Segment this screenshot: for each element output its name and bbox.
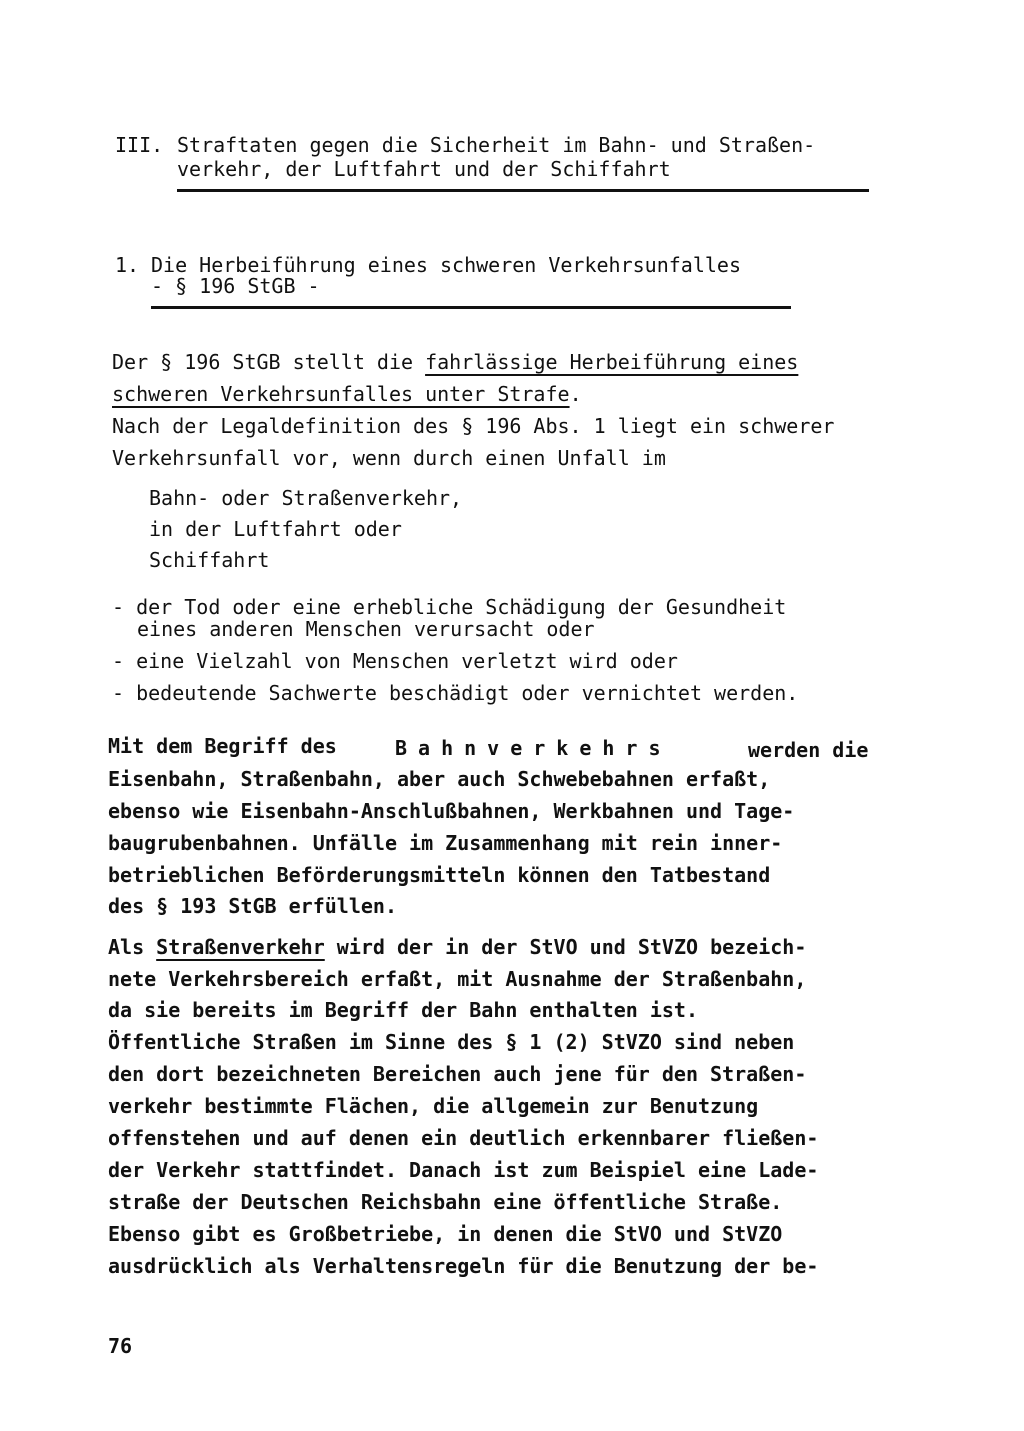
p2-line-5: betrieblichen Beförderungsmitteln können den Tatbestand — [108, 863, 771, 887]
p3-line-11: ausdrücklich als Verhaltensregeln für die Benutzung der be- — [108, 1254, 819, 1278]
p1-text: Der § 196 StGB stellt die — [112, 350, 426, 374]
p3-line-2: nete Verkehrsbereich erfaßt, mit Ausnahme der Straßenbahn, — [108, 967, 807, 991]
bullet-item-3: - bedeutende Sachwerte beschädigt oder vernichtet werden. — [112, 681, 799, 705]
p1-line-1 — [112, 349, 798, 375]
domain-item: Bahn- oder Straßenverkehr, — [149, 486, 463, 510]
p3-text: Als — [108, 935, 157, 959]
p1-text: . — [569, 382, 582, 406]
p1-underlined-text: schweren Verkehrsunfalles unter Strafe — [112, 382, 570, 406]
subsection-number: 1. — [115, 253, 140, 277]
p2-line-6: des § 193 StGB erfüllen. — [108, 894, 397, 918]
p2-line-2: Eisenbahn, Straßenbahn, aber auch Schwebebahnen erfaßt, — [108, 767, 771, 791]
p2-spaced-term: Bahnverkehrs — [395, 736, 672, 760]
p2-line-3: ebenso wie Eisenbahn-Anschlußbahnen, Werkbahnen und Tage- — [108, 799, 795, 823]
p2-line-1-start: Mit dem Begriff des — [108, 734, 337, 758]
p1-line-3: Nach der Legaldefinition des § 196 Abs. 1 liegt ein schwerer — [112, 414, 835, 438]
bullet-item-1-continuation: eines anderen Menschen verursacht oder — [137, 617, 595, 641]
bullet-item-2: - eine Vielzahl von Menschen verletzt wird oder — [112, 649, 678, 673]
p3-line-9: straße der Deutschen Reichsbahn eine öffentliche Straße. — [108, 1190, 783, 1214]
p1-underlined-text: fahrlässige Herbeiführung eines — [425, 350, 799, 374]
subsection-title-line-2: - § 196 StGB - — [151, 274, 320, 298]
page-number: 76 — [108, 1334, 133, 1358]
p2-line-4: baugrubenbahnen. Unfälle im Zusammenhang mit rein inner- — [108, 831, 783, 855]
p3-underlined-text: Straßenverkehr — [156, 935, 325, 959]
p3-line-7: offenstehen und auf denen ein deutlich erkennbarer fließen- — [108, 1126, 819, 1150]
p3-line-10: Ebenso gibt es Großbetriebe, in denen die StVO und StVZO — [108, 1222, 783, 1246]
section-title-line-1: Straftaten gegen die Sicherheit im Bahn- und Straßen- — [177, 133, 816, 157]
section-number: III. — [115, 133, 164, 157]
domain-item: Schiffahrt — [149, 548, 270, 572]
p3-line-6: verkehr bestimmte Flächen, die allgemein zur Benutzung — [108, 1094, 759, 1118]
subsection-title-line-1: Die Herbeiführung eines schweren Verkehrsunfalles — [151, 253, 742, 277]
p3-line-4: Öffentliche Straßen im Sinne des § 1 (2) StVZO sind neben — [108, 1030, 795, 1054]
p3-line-8: der Verkehr stattfindet. Danach ist zum Beispiel eine Lade- — [108, 1158, 819, 1182]
section-title-line-2: verkehr, der Luftfahrt und der Schiffahrt — [177, 157, 671, 181]
p1-line-2 — [112, 381, 582, 407]
p1-line-4: Verkehrsunfall vor, wenn durch einen Unfall im — [112, 446, 666, 470]
p3-line-3: da sie bereits im Begriff der Bahn enthalten ist. — [108, 998, 699, 1022]
bullet-item-1: - der Tod oder eine erhebliche Schädigung der Gesundheit — [112, 595, 787, 619]
domain-item: in der Luftfahrt oder — [149, 517, 402, 541]
p3-text: wird der in der StVO und StVZO bezeich- — [324, 935, 807, 959]
p3-line-1 — [108, 934, 806, 960]
p2-line-1-end: werden die — [748, 738, 869, 762]
section-title-underline — [177, 189, 869, 192]
p3-line-5: den dort bezeichneten Bereichen auch jene für den Straßen- — [108, 1062, 807, 1086]
subsection-title-underline — [151, 306, 791, 309]
